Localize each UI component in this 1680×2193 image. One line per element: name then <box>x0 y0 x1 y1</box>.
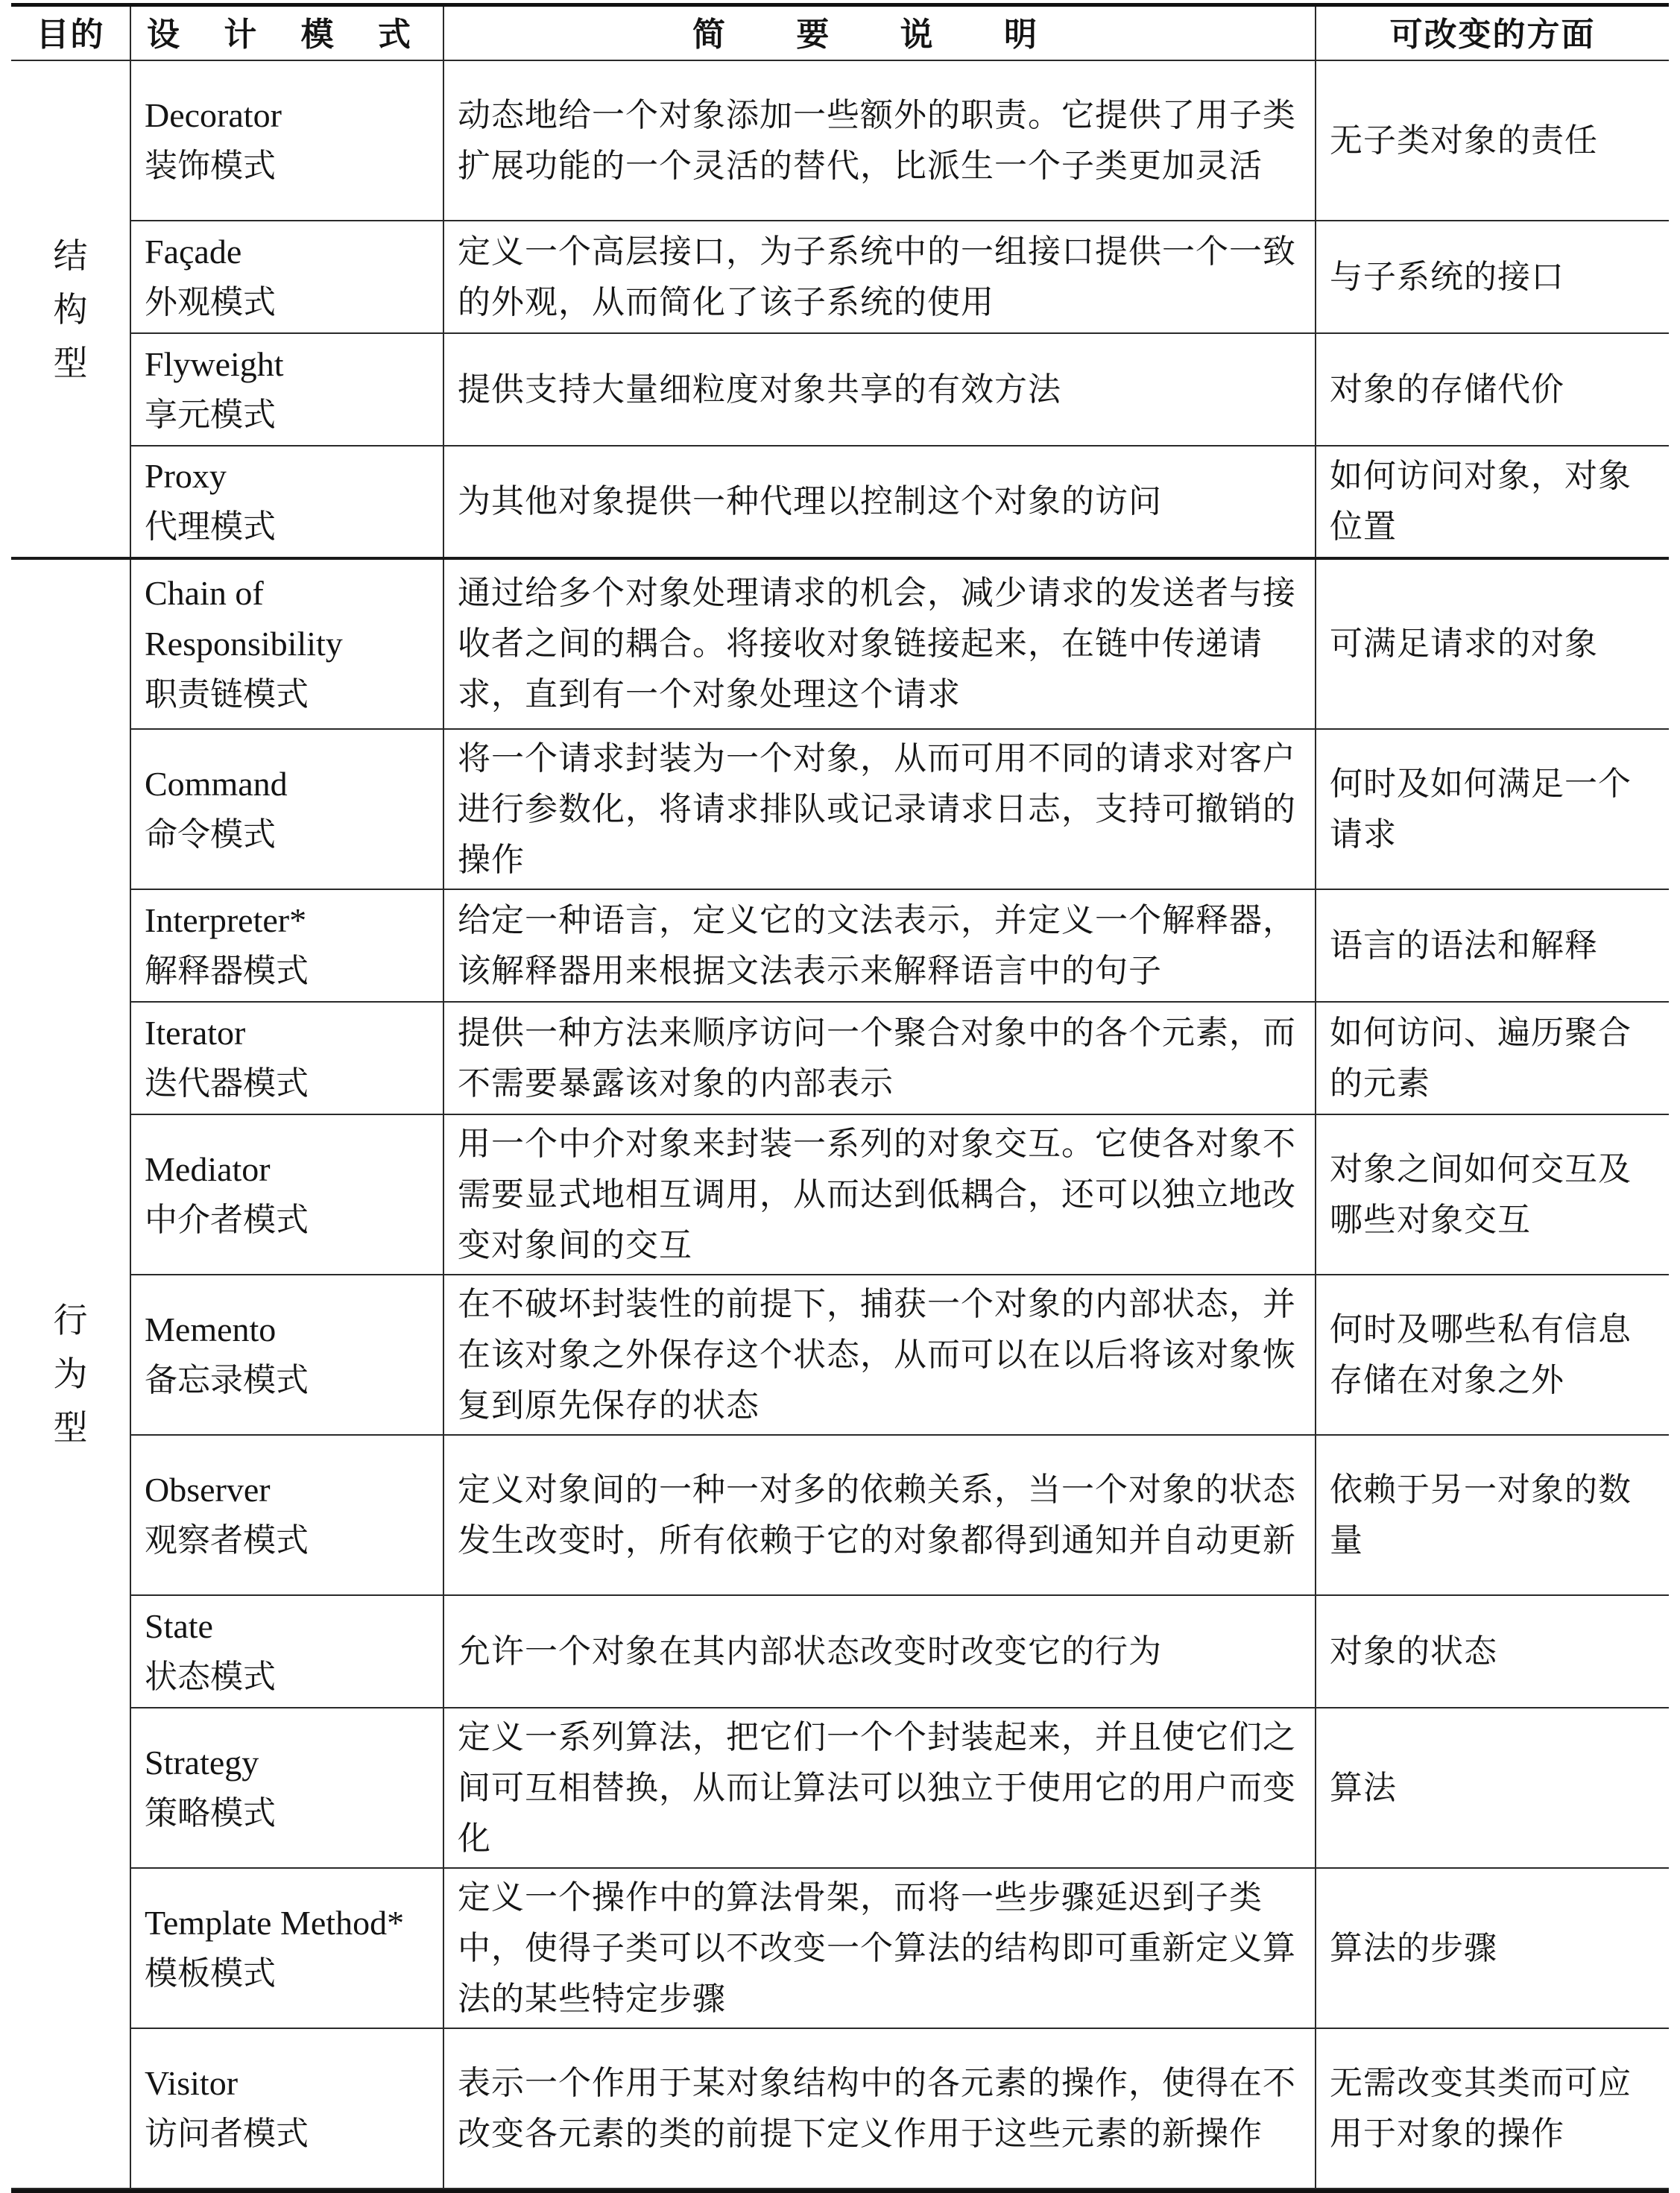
header-description: 简 要 说 明 <box>443 3 1316 60</box>
pattern-name-en: Interpreter* <box>145 900 307 939</box>
pattern-name-zh: 迭代器模式 <box>145 1064 309 1102</box>
table-row <box>11 60 1669 221</box>
description-cell: 动态地给一个对象添加一些额外的职责。它提供了用子类扩展功能的一个灵活的替代，比派生一个子类更加灵活 <box>443 60 1316 221</box>
aspect-cell: 对象之间如何交互及哪些对象交互 <box>1316 1114 1669 1275</box>
table-row <box>11 1435 1669 1595</box>
aspect-cell: 算法的步骤 <box>1316 1868 1669 2028</box>
description-cell: 提供支持大量细粒度对象共享的有效方法 <box>443 333 1316 446</box>
header-aspect: 可改变的方面 <box>1316 3 1669 60</box>
pattern-name-en: Chain of Responsibility <box>145 574 343 663</box>
pattern-name-zh: 观察者模式 <box>145 1521 309 1559</box>
pattern-name-en: Proxy <box>145 457 227 495</box>
pattern-cell <box>130 729 443 889</box>
pattern-cell <box>130 1868 443 2028</box>
pattern-name-en: Visitor <box>145 2063 239 2102</box>
description-cell: 定义一个操作中的算法骨架，而将一些步骤延迟到子类中，使得子类可以不改变一个算法的结构即可重新定义算法的某些特定步骤 <box>443 1868 1316 2028</box>
pattern-name-en: Command <box>145 764 288 803</box>
pattern-name-zh: 备忘录模式 <box>145 1360 309 1399</box>
table-row <box>11 889 1669 1002</box>
pattern-cell <box>130 558 443 729</box>
pattern-name-en: Façade <box>145 232 242 271</box>
group-behavioral-char: 型 <box>53 1407 88 1448</box>
group-structural-char: 构 <box>53 288 88 329</box>
group-structural <box>11 60 130 558</box>
pattern-name-zh: 外观模式 <box>145 283 276 321</box>
aspect-cell: 语言的语法和解释 <box>1316 889 1669 1002</box>
group-structural-char: 型 <box>53 342 88 383</box>
group-structural-char: 结 <box>53 235 88 276</box>
design-patterns-table <box>11 3 1669 2189</box>
description-cell: 表示一个作用于某对象结构中的各元素的操作，使得在不改变各元素的类的前提下定义作用于这些元素的新操作 <box>443 2028 1316 2189</box>
aspect-cell: 对象的状态 <box>1316 1595 1669 1708</box>
description-cell: 定义一个高层接口，为子系统中的一组接口提供一个一致的外观，从而简化了该子系统的使用 <box>443 221 1316 333</box>
pattern-cell <box>130 1002 443 1114</box>
table-row <box>11 1595 1669 1708</box>
group-behavioral-char: 为 <box>53 1354 88 1394</box>
pattern-name-zh: 策略模式 <box>145 1793 276 1832</box>
description-cell: 定义一系列算法，把它们一个个封装起来，并且使它们之间可互相替换，从而让算法可以独立于使用它的用户而变化 <box>443 1708 1316 1868</box>
table-row <box>11 333 1669 446</box>
design-patterns-table-container <box>11 3 1669 2193</box>
table-row <box>11 221 1669 333</box>
pattern-name-zh: 中介者模式 <box>145 1200 309 1239</box>
table-top-rule <box>11 3 1669 7</box>
pattern-cell <box>130 221 443 333</box>
header-pattern: 设 计 模 式 <box>130 3 443 60</box>
pattern-name-zh: 访问者模式 <box>145 2114 309 2153</box>
header-purpose: 目的 <box>11 3 130 60</box>
description-cell: 给定一种语言，定义它的文法表示，并定义一个解释器，该解释器用来根据文法表示来解释语言中的句子 <box>443 889 1316 1002</box>
group-behavioral-char: 行 <box>53 1300 88 1340</box>
table-row <box>11 558 1669 729</box>
aspect-cell: 如何访问、遍历聚合的元素 <box>1316 1002 1669 1114</box>
pattern-name-zh: 模板模式 <box>145 1954 276 1992</box>
pattern-cell <box>130 2028 443 2189</box>
description-cell: 提供一种方法来顺序访问一个聚合对象中的各个元素，而不需要暴露该对象的内部表示 <box>443 1002 1316 1114</box>
pattern-cell <box>130 1114 443 1275</box>
pattern-cell <box>130 1708 443 1868</box>
pattern-name-en: Decorator <box>145 95 282 134</box>
pattern-name-en: Mediator <box>145 1149 271 1188</box>
table-row <box>11 1002 1669 1114</box>
pattern-name-en: Iterator <box>145 1013 246 1052</box>
table-row <box>11 1275 1669 1435</box>
pattern-cell <box>130 1595 443 1708</box>
aspect-cell: 无子类对象的责任 <box>1316 60 1669 221</box>
aspect-cell: 何时及哪些私有信息存储在对象之外 <box>1316 1275 1669 1435</box>
table-row <box>11 1114 1669 1275</box>
pattern-cell <box>130 889 443 1002</box>
description-cell: 为其他对象提供一种代理以控制这个对象的访问 <box>443 446 1316 558</box>
pattern-name-en: Flyweight <box>145 344 284 383</box>
aspect-cell: 无需改变其类而可应用于对象的操作 <box>1316 2028 1669 2189</box>
table-header-row <box>11 3 1669 60</box>
aspect-cell: 如何访问对象，对象位置 <box>1316 446 1669 558</box>
description-cell: 允许一个对象在其内部状态改变时改变它的行为 <box>443 1595 1316 1708</box>
pattern-cell <box>130 60 443 221</box>
pattern-name-zh: 享元模式 <box>145 395 276 434</box>
description-cell: 定义对象间的一种一对多的依赖关系，当一个对象的状态发生改变时，所有依赖于它的对象都得到通知并自动更新 <box>443 1435 1316 1595</box>
pattern-name-zh: 状态模式 <box>145 1657 276 1696</box>
pattern-cell <box>130 446 443 558</box>
aspect-cell: 依赖于另一对象的数量 <box>1316 1435 1669 1595</box>
pattern-name-zh: 装饰模式 <box>145 146 276 185</box>
description-cell: 通过给多个对象处理请求的机会，减少请求的发送者与接收者之间的耦合。将接收对象链接起来，在链中传递请求，直到有一个对象处理这个请求 <box>443 558 1316 729</box>
description-cell: 在不破坏封装性的前提下，捕获一个对象的内部状态，并在该对象之外保存这个状态，从而可以在以后将该对象恢复到原先保存的状态 <box>443 1275 1316 1435</box>
aspect-cell: 对象的存储代价 <box>1316 333 1669 446</box>
pattern-name-en: Template Method* <box>145 1903 405 1942</box>
pattern-cell <box>130 333 443 446</box>
pattern-name-zh: 职责链模式 <box>145 675 309 713</box>
pattern-name-en: State <box>145 1606 213 1645</box>
pattern-cell <box>130 1275 443 1435</box>
pattern-name-zh: 命令模式 <box>145 815 276 853</box>
aspect-cell: 可满足请求的对象 <box>1316 558 1669 729</box>
table-row <box>11 2028 1669 2189</box>
table-row <box>11 1868 1669 2028</box>
pattern-name-en: Observer <box>145 1470 271 1509</box>
aspect-cell: 算法 <box>1316 1708 1669 1868</box>
pattern-name-en: Memento <box>145 1310 277 1348</box>
table-row <box>11 446 1669 558</box>
pattern-name-en: Strategy <box>145 1743 259 1782</box>
table-row <box>11 729 1669 889</box>
group-behavioral <box>11 558 130 2189</box>
description-cell: 将一个请求封装为一个对象，从而可用不同的请求对客户进行参数化，将请求排队或记录请求日志，支持可撤销的操作 <box>443 729 1316 889</box>
pattern-name-zh: 代理模式 <box>145 508 276 546</box>
pattern-name-zh: 解释器模式 <box>145 951 309 990</box>
table-row <box>11 1708 1669 1868</box>
pattern-cell <box>130 1435 443 1595</box>
aspect-cell: 与子系统的接口 <box>1316 221 1669 333</box>
aspect-cell: 何时及如何满足一个请求 <box>1316 729 1669 889</box>
description-cell: 用一个中介对象来封装一系列的对象交互。它使各对象不需要显式地相互调用，从而达到低耦合，还可以独立地改变对象间的交互 <box>443 1114 1316 1275</box>
